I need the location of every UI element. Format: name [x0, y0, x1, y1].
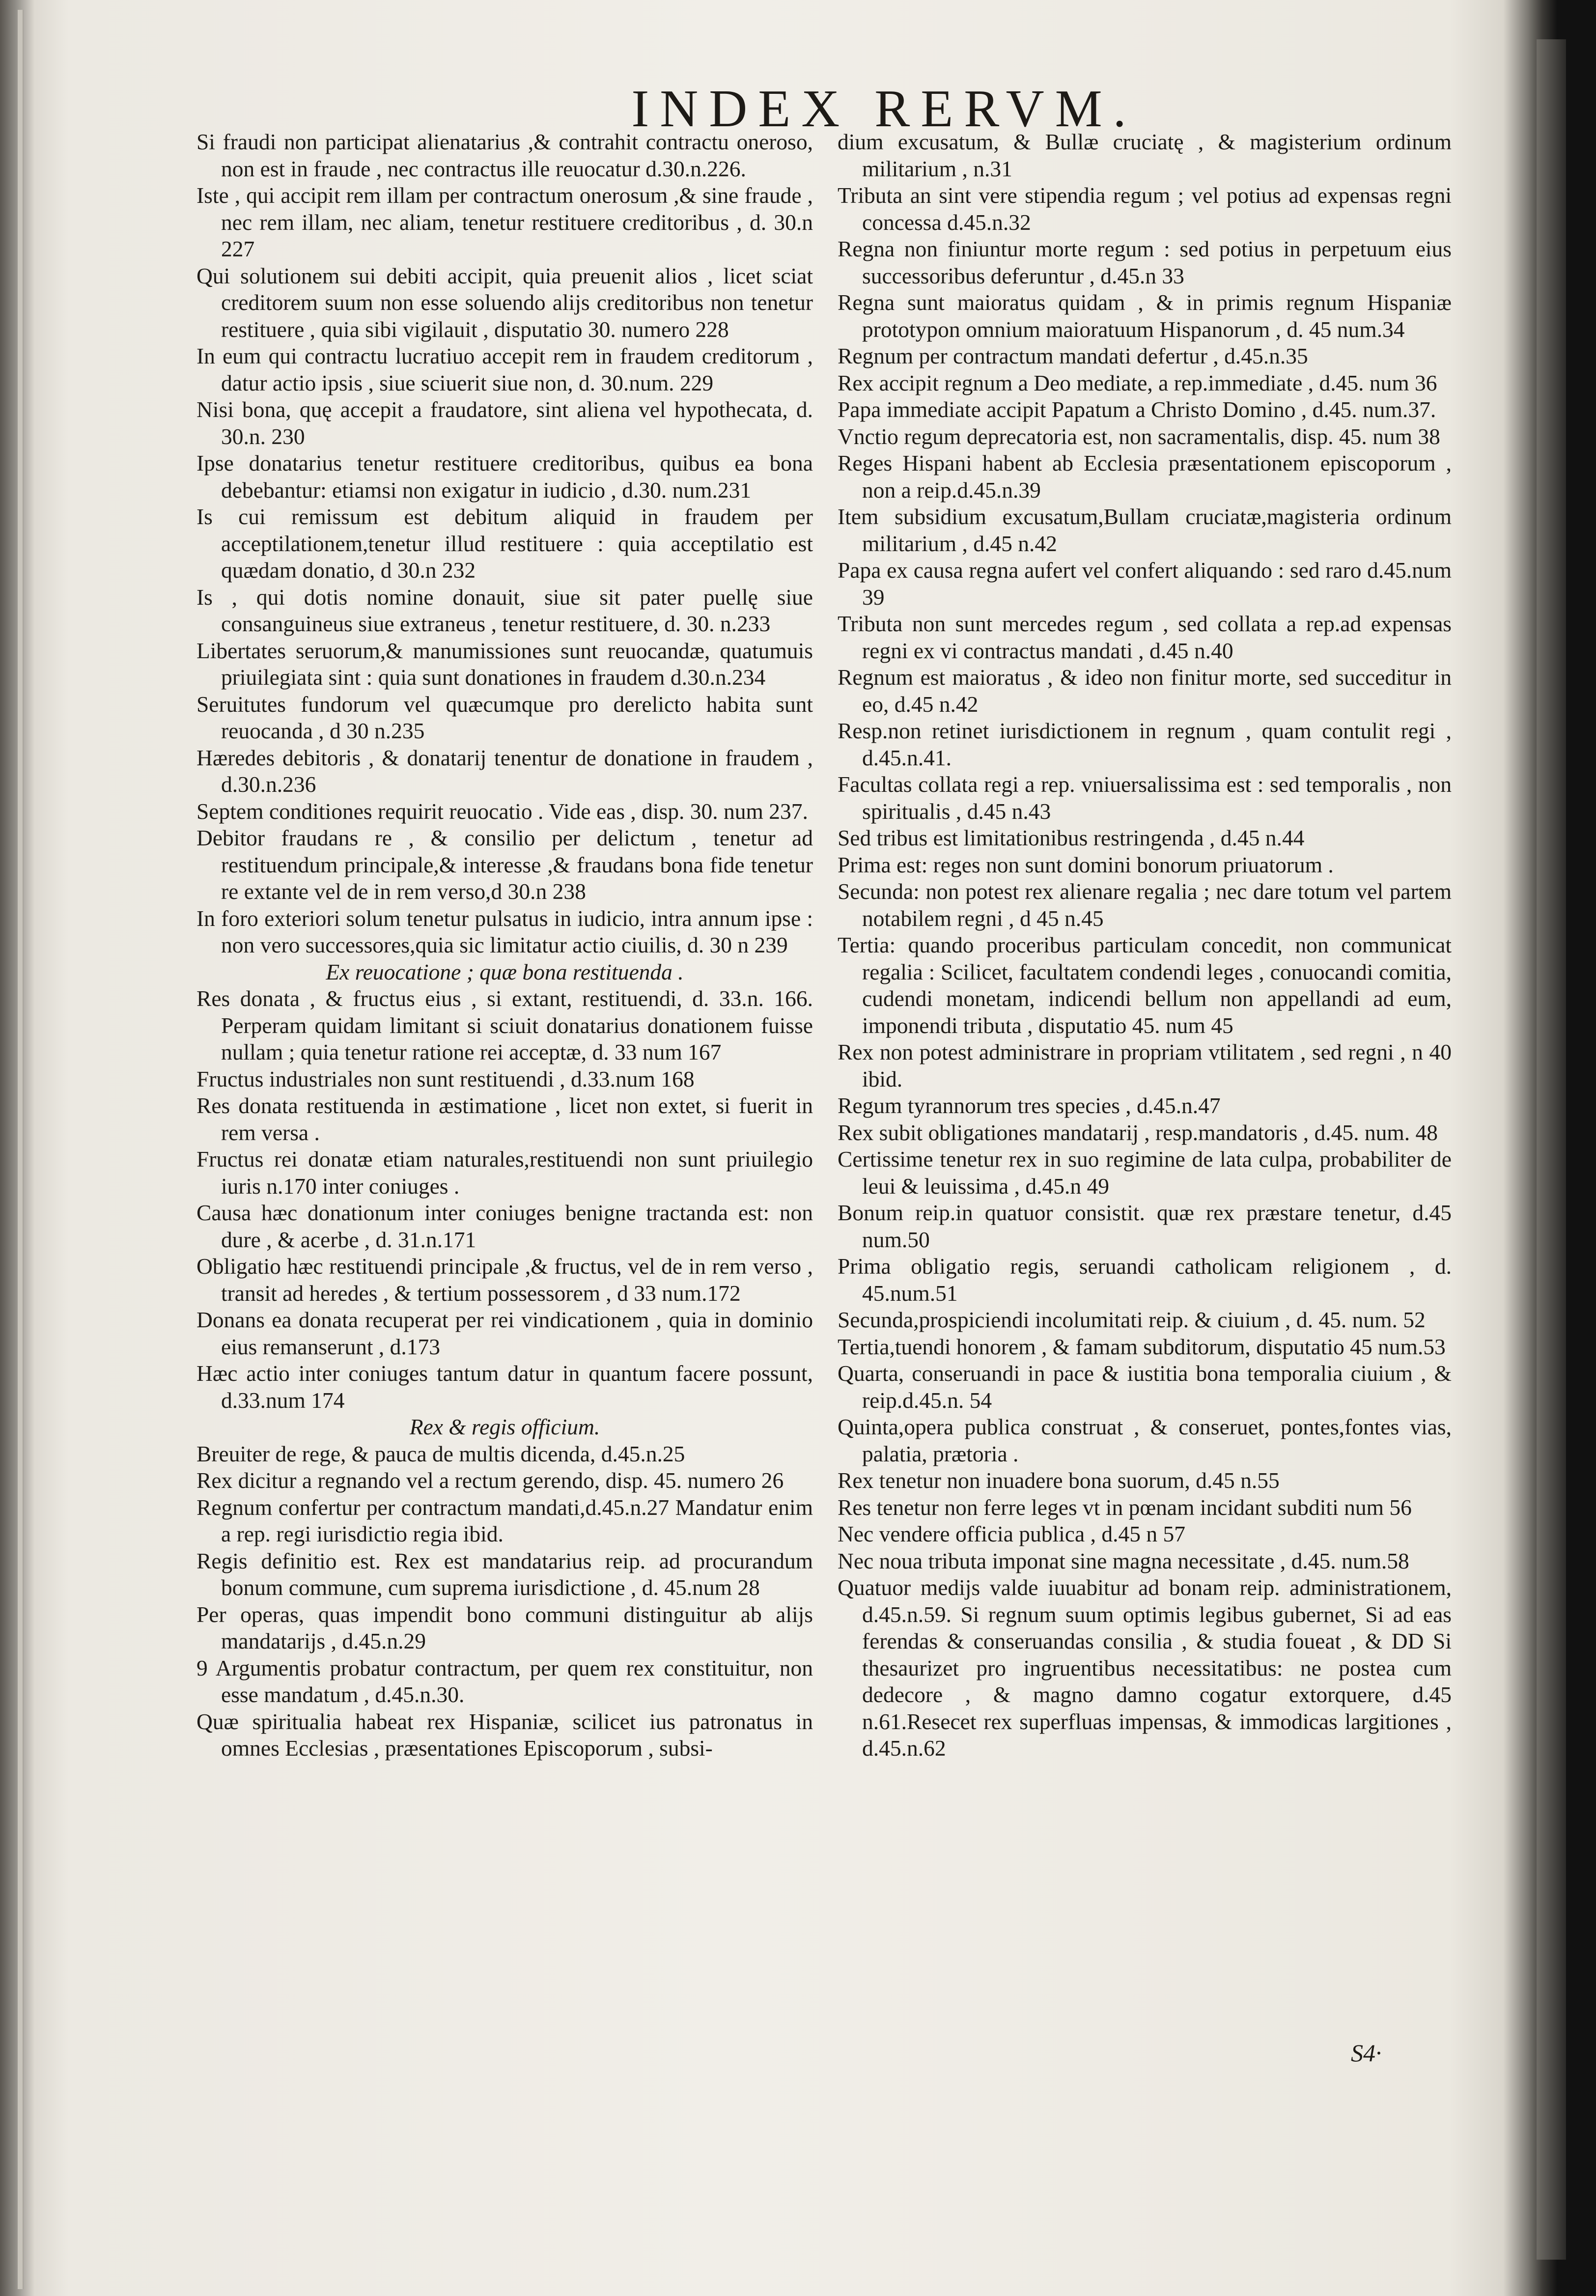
index-entry: Nec noua tributa imponat sine magna necessitate , d.45. num.58 — [838, 1548, 1409, 1573]
index-entry: Is , qui dotis nomine donauit, siue sit pater puellę siue consanguineus siue extraneus , tenetur restituere, d. 30. n.233 — [196, 584, 813, 636]
index-entry: Rex subit obligationes mandatarij , resp.mandatoris , d.45. num. 48 — [838, 1120, 1438, 1145]
index-entry: Qui solutionem sui debiti accipit, quia preuenit alios , licet sciat creditorem suum non esse soluendo alijs creditoribus non tenetur restituere , quia sibi vigilauit , disputatio 30. numero 228 — [196, 263, 813, 342]
index-entry: Rex dicitur a regnando vel a rectum gerendo, disp. 45. numero 26 — [196, 1468, 784, 1493]
index-entry: Certissime tenetur rex in suo regimine de lata culpa, probabiliter de leui & leuissima , d.45.n 49 — [838, 1147, 1452, 1199]
index-entry: Tributa non sunt mercedes regum , sed collata a rep.ad expensas regni ex vi contractus mandati , d.45 n.40 — [838, 611, 1452, 663]
index-column-right — [838, 129, 1452, 1762]
index-entry: Ipse donatarius tenetur restituere creditoribus, quibus ea bona debebantur: etiamsi non exigatur in iudicio , d.30. num.231 — [196, 450, 813, 503]
index-entry: Quæ spiritualia habeat rex Hispaniæ, scilicet ius patronatus in omnes Ecclesias , præsentationes Episcoporum , subsi- — [196, 1708, 813, 1761]
index-entry: Breuiter de rege, & pauca de multis dicenda, d.45.n.25 — [196, 1441, 685, 1466]
index-entry: Regum tyrannorum tres species , d.45.n.47 — [838, 1093, 1221, 1118]
index-entry: Facultas collata regi a rep. vniuersalissima est : sed temporalis , non spiritualis , d.45 n.43 — [838, 772, 1452, 824]
index-entry: Iste , qui accipit rem illam per contractum onerosum ,& sine fraude , nec rem illam, nec aliam, tenetur restituere creditoribus , d. 30.n 227 — [196, 183, 813, 261]
index-entry: Quarta, conseruandi in pace & iustitia bona temporalia ciuium , & reip.d.45.n. 54 — [838, 1361, 1452, 1413]
index-entry: Fructus industriales non sunt restituendi , d.33.num 168 — [196, 1066, 695, 1092]
index-entry: In eum qui contractu lucratiuo accepit rem in fraudem creditorum , datur actio ipsis , siue sciuerit siue non, d. 30.num. 229 — [196, 343, 813, 395]
index-entry: Res donata restituenda in æstimatione , licet non extet, si fuerit in rem versa . — [196, 1093, 813, 1145]
index-entry: Papa ex causa regna aufert vel confert aliquando : sed raro d.45.num 39 — [838, 558, 1452, 610]
index-entry: Secunda,prospiciendi incolumitati reip. & ciuium , d. 45. num. 52 — [838, 1307, 1426, 1332]
index-entry: Seruitutes fundorum vel quæcumque pro derelicto habita sunt reuocanda , d 30 n.235 — [196, 691, 813, 743]
section-heading: Rex & regis officium. — [409, 1414, 600, 1439]
index-entry: Prima est: reges non sunt domini bonorum priuatorum . — [838, 852, 1334, 877]
page-edge-right — [1537, 39, 1566, 2260]
index-entry: Fructus rei donatæ etiam naturales,restituendi non sunt priuilegio iuris n.170 inter coniuges . — [196, 1147, 813, 1199]
index-entry: Nisi bona, quę accepit a fraudatore, sint aliena vel hypothecata, d. 30.n. 230 — [196, 397, 813, 449]
index-entry: Bonum reip.in quatuor consistit. quæ rex præstare tenetur, d.45 num.50 — [838, 1200, 1452, 1252]
index-entry: Res tenetur non ferre leges vt in pœnam incidant subditi num 56 — [838, 1494, 1412, 1520]
index-entry: Quatuor medijs valde iuuabitur ad bonam reip. administrationem, d.45.n.59. Si regnum suum optimis legibus gubernet, Si ad eas ferendas & conseruandas consilia , & studia foueat , & DD Si thesaurizet pro ingruentibus necessitatibus: ne postea cum dedecore , & magno damno cogatur extorquere, d.45 n.61.Resecet rex superfluas impensas, & immodicas largitiones , d.45.n.62 — [838, 1575, 1452, 1761]
index-entry: Reges Hispani habent ab Ecclesia præsentationem episcoporum , non a reip.d.45.n.39 — [838, 450, 1452, 503]
index-entry: Libertates seruorum,& manumissiones sunt reuocandæ, quatumuis priuilegiata sint : quia sunt donationes in fraudem d.30.n.234 — [196, 638, 813, 690]
index-entry: Si fraudi non participat alienatarius ,& contrahit contractu oneroso, non est in fraude , nec contractus ille reuocatur d.30.n.226. — [196, 129, 813, 181]
index-entry: Item subsidium excusatum,Bullam cruciatæ,magisteria ordinum militarium , d.45 n.42 — [838, 504, 1452, 556]
index-entry: Regnum est maioratus , & ideo non finitur morte, sed succeditur in eo, d.45 n.42 — [838, 665, 1452, 717]
index-entry: Prima obligatio regis, seruandi catholicam religionem , d. 45.num.51 — [838, 1254, 1452, 1306]
index-entry: Regnum confertur per contractum mandati,d.45.n.27 Mandatur enim a rep. regi iurisdictio regia ibid. — [196, 1494, 813, 1546]
index-entry: Donans ea donata recuperat per rei vindicationem , quia in dominio eius remanserunt , d.173 — [196, 1307, 813, 1359]
index-entry: Sed tribus est limitationibus restringenda , d.45 n.44 — [838, 825, 1305, 850]
index-entry: Is cui remissum est debitum aliquid in fraudem per acceptilationem,tenetur illud restituere : quia acceptilatio est quædam donatio, d 30.n 232 — [196, 504, 813, 583]
index-entry: Regna sunt maioratus quidam , & in primis regnum Hispaniæ prototypon omnium maioratuum Hispanorum , d. 45 num.34 — [838, 290, 1452, 342]
index-entry: Per operas, quas impendit bono communi distinguitur ab alijs mandatarijs , d.45.n.29 — [196, 1601, 813, 1653]
section-heading: Ex reuocatione ; quæ bona restituenda . — [326, 959, 684, 984]
index-entry: Regis definitio est. Rex est mandatarius reip. ad procurandum bonum commune, cum suprema iurisdictione , d. 45.num 28 — [196, 1548, 813, 1600]
index-entry: 9 Argumentis probatur contractum, per quem rex constituitur, non esse mandatum , d.45.n.30. — [196, 1655, 813, 1707]
page-title: INDEX RERVM. — [631, 80, 1137, 138]
index-entry: Resp.non retinet iurisdictionem in regnum , quam contulit regi , d.45.n.41. — [838, 718, 1452, 770]
index-entry: Vnctio regum deprecatoria est, non sacramentalis, disp. 45. num 38 — [838, 423, 1440, 449]
index-entry: Causa hæc donationum inter coniuges benigne tractanda est: non dure , & acerbe , d. 31.n.171 — [196, 1200, 813, 1252]
index-entry: Secunda: non potest rex alienare regalia ; nec dare totum vel partem notabilem regni , d 45 n.45 — [838, 879, 1452, 931]
index-entry: Rex tenetur non inuadere bona suorum, d.45 n.55 — [838, 1468, 1280, 1493]
index-entry: Rex non potest administrare in propriam vtilitatem , sed regni , n 40 ibid. — [838, 1039, 1452, 1092]
index-entry: Hæc actio inter coniuges tantum datur in quantum facere possunt, d.33.num 174 — [196, 1361, 813, 1413]
index-entry: Obligatio hæc restituendi principale ,& fructus, vel de in rem verso , transit ad heredes , & tertium possessorem , d 33 num.172 — [196, 1254, 813, 1306]
index-entry: dium excusatum, & Bullæ cruciatę , & magisterium ordinum militarium , n.31 — [838, 129, 1452, 181]
index-entry: Res donata , & fructus eius , si extant, restituendi, d. 33.n. 166. Perperam quidam limitant si sciuit donatarius donationem fuisse nullam ; quia tenetur ratione rei acceptæ, d. 33 num 167 — [196, 986, 813, 1064]
catchword: S4· — [1351, 2039, 1382, 2067]
index-entry: Septem conditiones requirit reuocatio . Vide eas , disp. 30. num 237. — [196, 798, 808, 824]
index-entry: Hæredes debitoris , & donatarij tenentur de donatione in fraudem , d.30.n.236 — [196, 745, 813, 797]
page-edge-left — [18, 10, 24, 2289]
index-entry: Tertia,tuendi honorem , & famam subditorum, disputatio 45 num.53 — [838, 1334, 1446, 1359]
index-entry: Tertia: quando proceribus particulam concedit, non communicat regalia : Scilicet, facultatem condendi leges , conuocandi comitia, cudendi monetam, indicendi bellum non appellandi ad eum, imponendi tributa , disputatio 45. num 45 — [838, 932, 1452, 1038]
index-entry: Rex accipit regnum a Deo mediate, a rep.immediate , d.45. num 36 — [838, 370, 1437, 395]
index-entry: Regnum per contractum mandati defertur , d.45.n.35 — [838, 343, 1308, 368]
index-entry: Regna non finiuntur morte regum : sed potius in perpetuum eius successoribus deferuntur , d.45.n 33 — [838, 236, 1452, 288]
index-entry: Quinta,opera publica construat , & conseruet, pontes,fontes vias, palatia, prætoria . — [838, 1414, 1452, 1466]
index-entry: Papa immediate accipit Papatum a Christo Domino , d.45. num.37. — [838, 397, 1436, 422]
index-entry: Debitor fraudans re , & consilio per delictum , tenetur ad restituendum principale,& interesse ,& fraudans bona fide tenetur re extante vel de in rem verso,d 30.n 238 — [196, 825, 813, 904]
index-entry: Tributa an sint vere stipendia regum ; vel potius ad expensas regni concessa d.45.n.32 — [838, 183, 1452, 235]
index-column-left — [196, 129, 813, 1762]
index-entry: Nec vendere officia publica , d.45 n 57 — [838, 1521, 1185, 1546]
index-entry: In foro exteriori solum tenetur pulsatus in iudicio, intra annum ipse : non vero successores,quia sic limitatur actio ciuilis, d. 30 n 239 — [196, 905, 813, 957]
